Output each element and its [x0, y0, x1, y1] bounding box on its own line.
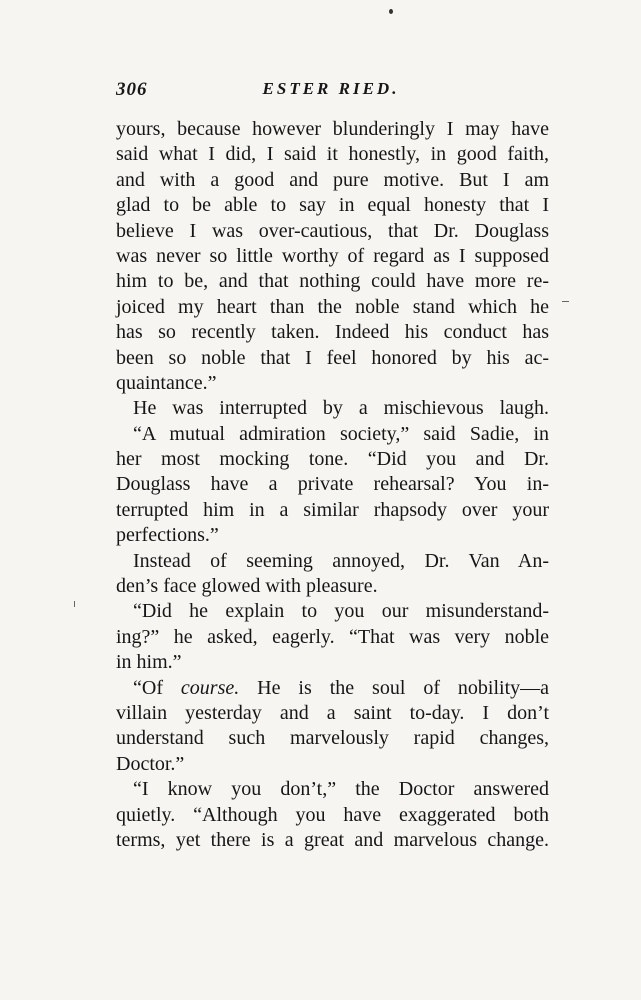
- margin-mark: [562, 301, 569, 302]
- margin-mark: [74, 601, 75, 607]
- text-line: quietly. “Although you have exaggerated both: [116, 803, 549, 826]
- text-line: perfections.”: [116, 524, 219, 547]
- page-header: [116, 79, 546, 103]
- text-line: understand such marvelously rapid changes,: [116, 727, 549, 750]
- text-line: believe I was over-cautious, that Dr. Douglass: [116, 219, 549, 242]
- text-line: has so recently taken. Indeed his conduct has: [116, 321, 549, 344]
- text-line: terrupted him in a similar rhapsody over your: [116, 498, 549, 521]
- text-line: quaintance.”: [116, 371, 217, 394]
- page-number: 306: [116, 79, 148, 100]
- text-line: him to be, and that nothing could have more re-: [116, 270, 549, 293]
- text-line: “Did he explain to you our misunderstand-: [133, 600, 549, 623]
- text-line: and with a good and pure motive. But I am: [116, 168, 549, 191]
- text-line: said what I did, I said it honestly, in good faith,: [116, 143, 549, 166]
- text-line: was never so little worthy of regard as I supposed: [116, 244, 549, 267]
- text-line: glad to be able to say in equal honesty that I: [116, 194, 549, 217]
- text-line: ing?” he asked, eagerly. “That was very noble: [116, 625, 549, 648]
- text-line: Doctor.”: [116, 752, 185, 775]
- text-line: yours, because however blunderingly I may have: [116, 118, 549, 140]
- text-line: He was interrupted by a mischievous laugh.: [133, 397, 549, 420]
- text-line: villain yesterday and a saint to-day. I don’t: [116, 701, 549, 724]
- text-line: Instead of seeming annoyed, Dr. Van An-: [133, 549, 549, 572]
- text-run: “Of: [133, 676, 181, 699]
- body-text: [116, 117, 549, 853]
- text-line: in him.”: [116, 651, 182, 674]
- text-line: been so noble that I feel honored by his ac-: [116, 346, 549, 369]
- text-line: her most mocking tone. “Did you and Dr.: [116, 448, 549, 471]
- text-run: He is the soul of nobility—a: [239, 676, 550, 699]
- emphasis: course.: [180, 676, 240, 699]
- text-line: “A mutual admiration society,” said Sadie, in: [133, 422, 549, 445]
- text-line: Douglass have a private rehearsal? You in-: [116, 473, 549, 496]
- text-line: terms, yet there is a great and marvelous change.: [116, 828, 549, 851]
- text-line: “I know you don’t,” the Doctor answered: [133, 778, 549, 801]
- running-title: ESTER RIED.: [262, 79, 400, 98]
- text-line: [116, 676, 549, 701]
- text-line: joiced my heart than the noble stand which he: [116, 295, 549, 318]
- text-line: den’s face glowed with pleasure.: [116, 575, 378, 598]
- ink-speck: [389, 9, 393, 14]
